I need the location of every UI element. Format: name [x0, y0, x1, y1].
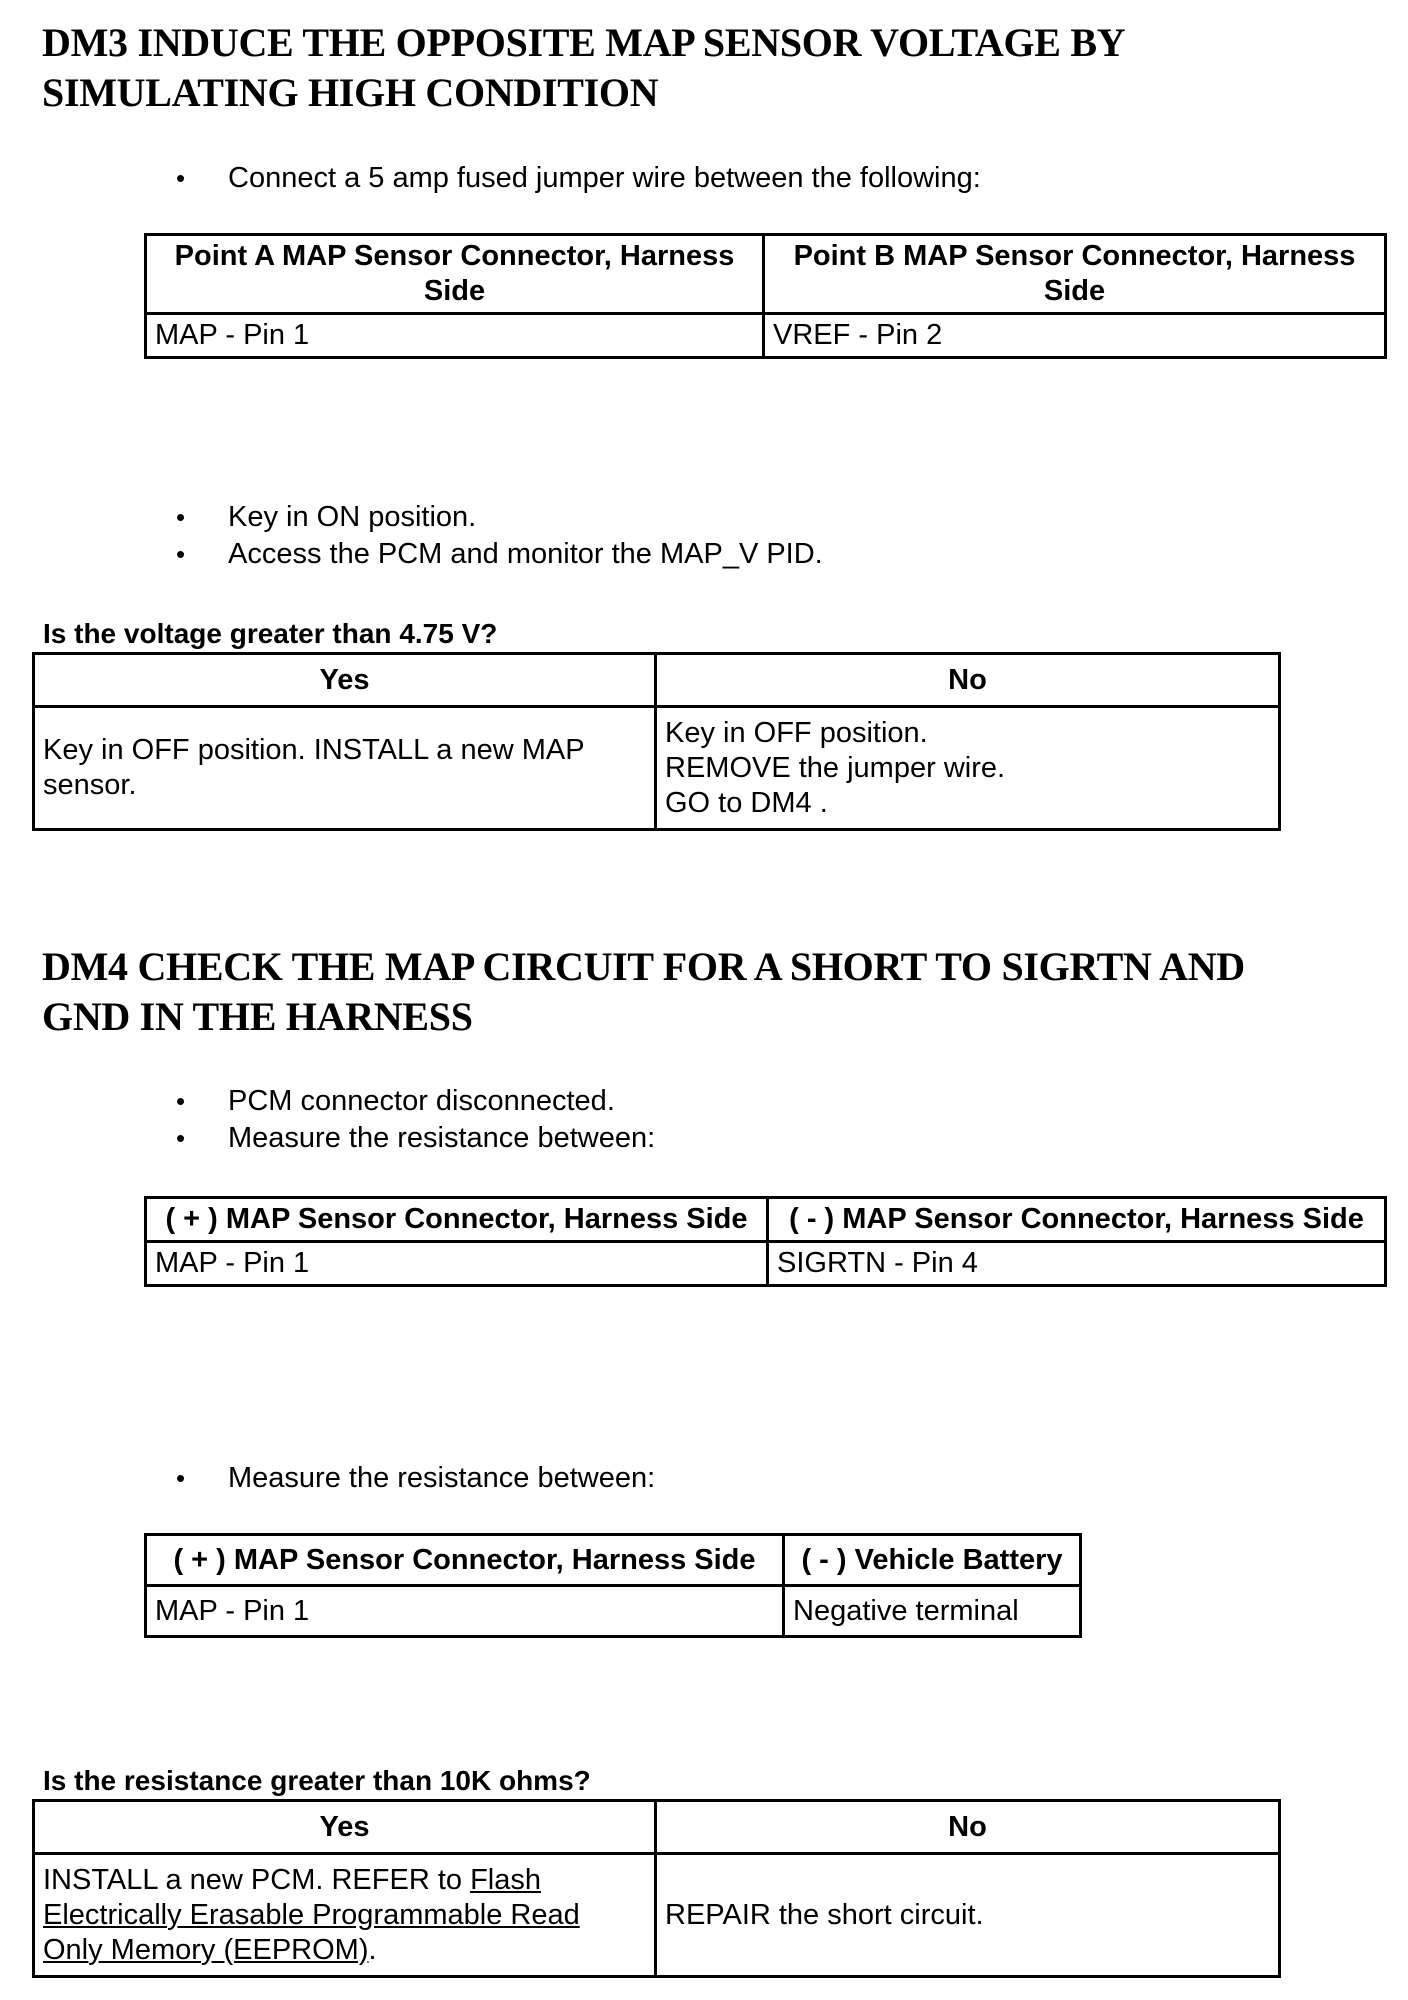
table-header: ( - ) MAP Sensor Connector, Harness Side — [768, 1198, 1386, 1242]
table-header: Yes — [34, 1801, 656, 1854]
table-header-row — [146, 1535, 1081, 1586]
table-header: No — [656, 654, 1280, 707]
dm3-jumper-table — [144, 233, 1387, 359]
table-cell: MAP - Pin 1 — [146, 314, 764, 358]
dm3-steps-list — [228, 499, 823, 573]
table-header: Point B MAP Sensor Connector, Harness Side — [764, 235, 1386, 314]
dm4-steps-list — [228, 1083, 655, 1157]
cell-line: GO to DM4 . — [665, 786, 828, 819]
table-cell: VREF - Pin 2 — [764, 314, 1386, 358]
dm3-heading-line1: DM3 INDUCE THE OPPOSITE MAP SENSOR VOLTAGE BY — [42, 20, 1126, 65]
table-row — [146, 1586, 1081, 1637]
dm3-heading — [42, 18, 1125, 118]
dm4-heading — [42, 942, 1245, 1042]
table-header-row — [146, 1198, 1386, 1242]
table-header: No — [656, 1801, 1280, 1854]
list-item: • Connect a 5 amp fused jumper wire between the following: — [228, 160, 981, 197]
table-row — [34, 1854, 1280, 1977]
table-header-row — [146, 235, 1386, 314]
dm3-question: Is the voltage greater than 4.75 V? — [43, 618, 498, 649]
table-header: ( - ) Vehicle Battery — [784, 1535, 1081, 1586]
list-item: • Measure the resistance between: — [228, 1460, 655, 1497]
dm4-measure-list — [228, 1460, 655, 1497]
table-header: ( + ) MAP Sensor Connector, Harness Side — [146, 1535, 784, 1586]
eeprom-link[interactable]: Flash Electrically Erasable Programmable Read Only Memory (EEPROM) — [43, 1863, 580, 1966]
yes-prefix: INSTALL a new PCM. REFER to — [43, 1863, 471, 1896]
dm4-question: Is the resistance greater than 10K ohms? — [43, 1765, 591, 1796]
dm3-no-cell — [656, 707, 1280, 830]
dm3-yes-cell: Key in OFF position. INSTALL a new MAP sensor. — [34, 707, 656, 830]
dm4-battery-table — [144, 1533, 1082, 1638]
list-item: • Key in ON position. — [228, 499, 823, 536]
dm3-heading-line2: SIMULATING HIGH CONDITION — [42, 70, 659, 115]
table-row — [146, 1242, 1386, 1286]
cell-line: REMOVE the jumper wire. — [665, 751, 1006, 784]
table-cell: SIGRTN - Pin 4 — [768, 1242, 1386, 1286]
list-item: • Measure the resistance between: — [228, 1120, 655, 1157]
dm4-yes-cell — [34, 1854, 656, 1977]
table-row — [34, 707, 1280, 830]
dm4-result-table — [32, 1799, 1281, 1978]
table-header: Yes — [34, 654, 656, 707]
dm4-sigrtn-table — [144, 1196, 1387, 1287]
table-row — [146, 314, 1386, 358]
dm3-result-table — [32, 652, 1281, 831]
dm4-no-cell: REPAIR the short circuit. — [656, 1854, 1280, 1977]
dm4-heading-line1: DM4 CHECK THE MAP CIRCUIT FOR A SHORT TO SIGRTN AND — [42, 944, 1245, 989]
table-header-row — [34, 1801, 1280, 1854]
cell-line: Key in OFF position. — [665, 716, 928, 749]
table-header: Point A MAP Sensor Connector, Harness Side — [146, 235, 764, 314]
table-header: ( + ) MAP Sensor Connector, Harness Side — [146, 1198, 768, 1242]
table-cell: MAP - Pin 1 — [146, 1586, 784, 1637]
table-cell: MAP - Pin 1 — [146, 1242, 768, 1286]
dm3-connect-list — [228, 160, 981, 197]
table-cell: Negative terminal — [784, 1586, 1081, 1637]
yes-suffix: . — [368, 1933, 377, 1966]
table-header-row — [34, 654, 1280, 707]
list-item: • Access the PCM and monitor the MAP_V PID. — [228, 536, 823, 573]
list-item: • PCM connector disconnected. — [228, 1083, 655, 1120]
dm4-heading-line2: GND IN THE HARNESS — [42, 994, 473, 1039]
